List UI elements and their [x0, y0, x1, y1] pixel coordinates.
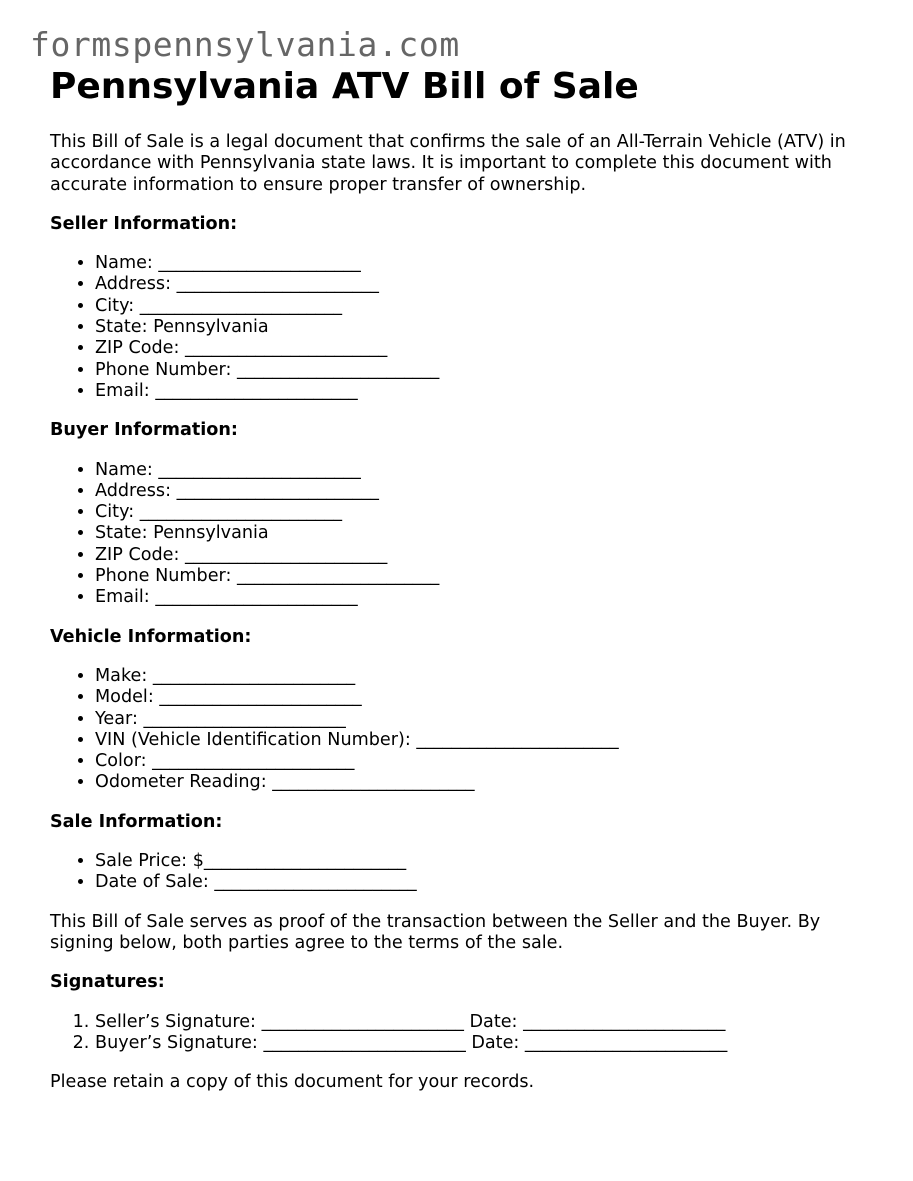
page-title: Pennsylvania ATV Bill of Sale [50, 66, 639, 107]
buyer-zip-field[interactable]: • ZIP Code: _______________________ [95, 545, 870, 566]
watermark: formspennsylvania.com [30, 25, 460, 64]
sale-info-list [50, 851, 870, 894]
buyer-state-field: • State: Pennsylvania [95, 523, 870, 544]
seller-state-field: • State: Pennsylvania [95, 317, 870, 338]
sale-section-heading: Sale Information: [50, 811, 223, 832]
buyer-info-list [50, 460, 870, 609]
seller-signature-line[interactable]: 1. Seller’s Signature: _______________________ Date: _______________________ [95, 1012, 870, 1033]
sale-price-field[interactable]: • Sale Price: $_______________________ [95, 851, 870, 872]
seller-section-heading: Seller Information: [50, 213, 238, 234]
seller-email-field[interactable]: • Email: _______________________ [95, 381, 870, 402]
buyer-section-heading: Buyer Information: [50, 420, 238, 441]
buyer-signature-line[interactable]: 2. Buyer’s Signature: _______________________ Date: _______________________ [95, 1033, 870, 1054]
seller-name-field[interactable]: • Name: _______________________ [95, 253, 870, 274]
vehicle-year-field[interactable]: • Year: _______________________ [95, 709, 870, 730]
seller-zip-field[interactable]: • ZIP Code: _______________________ [95, 338, 870, 359]
seller-city-field[interactable]: • City: _______________________ [95, 296, 870, 317]
proof-paragraph: This Bill of Sale serves as proof of the transaction between the Seller and the Buyer. By signing below, both parties agree to the terms of the sale. [50, 911, 821, 953]
vehicle-section-heading: Vehicle Information: [50, 626, 252, 647]
vehicle-info-list [50, 666, 870, 794]
seller-info-list [50, 253, 870, 402]
signatures-list [50, 1012, 870, 1055]
buyer-city-field[interactable]: • City: _______________________ [95, 502, 870, 523]
retain-copy-note: Please retain a copy of this document for your records. [50, 1072, 535, 1093]
buyer-name-field[interactable]: • Name: _______________________ [95, 460, 870, 481]
sale-date-field[interactable]: • Date of Sale: _______________________ [95, 872, 870, 893]
buyer-email-field[interactable]: • Email: _______________________ [95, 587, 870, 608]
intro-paragraph: This Bill of Sale is a legal document that confirms the sale of an All-Terrain Vehicle (ATV) in accordance with Pennsylvania state laws. It is important to complete this document with accurate information to ensure proper transfer of ownership. [50, 132, 846, 195]
document-body [50, 66, 870, 1093]
signatures-section-heading: Signatures: [50, 972, 165, 993]
vehicle-color-field[interactable]: • Color: _______________________ [95, 751, 870, 772]
vehicle-vin-field[interactable]: • VIN (Vehicle Identification Number): _______________________ [95, 730, 870, 751]
seller-phone-field[interactable]: • Phone Number: _______________________ [95, 360, 870, 381]
vehicle-model-field[interactable]: • Model: _______________________ [95, 687, 870, 708]
vehicle-odometer-field[interactable]: • Odometer Reading: _______________________ [95, 772, 870, 793]
vehicle-make-field[interactable]: • Make: _______________________ [95, 666, 870, 687]
seller-address-field[interactable]: • Address: _______________________ [95, 274, 870, 295]
buyer-phone-field[interactable]: • Phone Number: _______________________ [95, 566, 870, 587]
buyer-address-field[interactable]: • Address: _______________________ [95, 481, 870, 502]
